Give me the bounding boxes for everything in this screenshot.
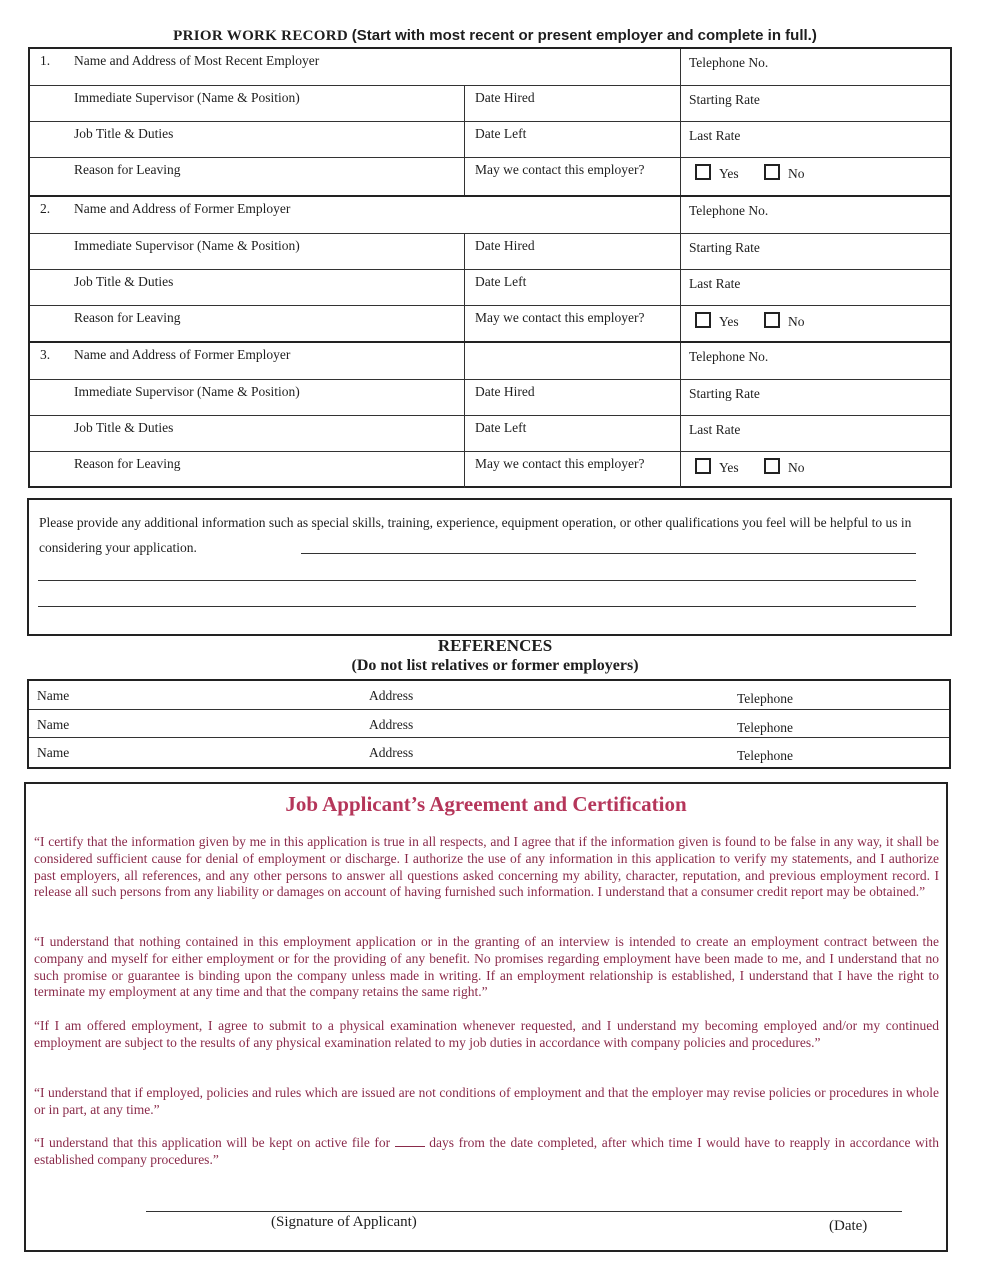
yes-label: Yes [719, 314, 739, 329]
employer-number: 3. [40, 347, 51, 362]
agreement-paragraph-4: “I understand that if employed, policies and rules which are issued are not conditions of employment and that the employer may revise policies or procedures in whole or in part, at any time.” [34, 1085, 939, 1117]
days-blank[interactable] [395, 1146, 425, 1147]
contact-options [680, 452, 950, 488]
yes-checkbox[interactable] [695, 458, 711, 474]
additional-info-box [27, 498, 952, 636]
telephone-field[interactable]: Telephone No. [680, 197, 950, 233]
answer-line-2[interactable] [38, 580, 916, 581]
references-table [27, 679, 951, 769]
agreement-title: Job Applicant’s Agreement and Certification [285, 792, 687, 816]
contact-options [680, 306, 950, 342]
supervisor-field[interactable]: Immediate Supervisor (Name & Position) [74, 90, 300, 105]
reference-address: Address [369, 717, 414, 732]
starting-rate-field[interactable]: Starting Rate [680, 86, 950, 122]
reason-field[interactable]: Reason for Leaving [74, 162, 181, 177]
job-title-field[interactable]: Job Title & Duties [74, 126, 174, 141]
employer-number: 2. [40, 201, 51, 216]
date-left-field[interactable]: Date Left [464, 122, 680, 158]
date-label: (Date) [829, 1218, 868, 1234]
agreement-paragraph-1: “I certify that the information given by me in this application is true in all respects, and I agree that if the information given is found to be false in any way, it shall be considered sufficient cause for denial of employment or discharge. I authorize the use of any information in this application to verify my statements, and I authorize past employers, all references, and any other persons to answer all questions asked concerning my ability, character, reputation, and previous employment record. I release all such persons from any liability or damages on account of having furnished such information. I understand that a consumer credit report may be obtained.” [34, 834, 939, 900]
yes-label: Yes [719, 166, 739, 181]
reference-name: Name [37, 717, 70, 732]
reference-telephone: Telephone [737, 691, 794, 706]
last-rate-field[interactable]: Last Rate [680, 416, 950, 452]
additional-info-text: Please provide any additional information such as special skills, training, experience, equipment operation, or other qualifications you feel will be helpful to us in considering your application. [39, 515, 912, 555]
contact-question: May we contact this employer? [464, 306, 680, 342]
no-checkbox[interactable] [764, 312, 780, 328]
blank-cell[interactable] [464, 343, 680, 379]
reference-telephone: Telephone [737, 720, 794, 735]
reference-address: Address [369, 688, 414, 703]
file-days-text-b: days from the date completed, after which time I would have to reapply in accordance with established company procedures.” [34, 1135, 939, 1167]
references-title: REFERENCES [437, 636, 553, 655]
title-sub: (Start with most recent or present employer and complete in full.) [351, 27, 817, 44]
no-checkbox[interactable] [764, 164, 780, 180]
telephone-field[interactable]: Telephone No. [680, 49, 950, 85]
yes-label: Yes [719, 460, 739, 475]
file-days-text-a: “I understand that this application will be kept on active file for [34, 1135, 391, 1150]
answer-line-1[interactable] [301, 553, 916, 554]
telephone-field[interactable]: Telephone No. [680, 343, 950, 379]
contact-options [680, 158, 950, 196]
signature-line[interactable] [146, 1211, 902, 1212]
agreement-paragraph-5 [34, 1135, 939, 1169]
reference-row[interactable] [29, 681, 949, 709]
agreement-box [24, 782, 948, 1252]
agreement-paragraph-3: “If I am offered employment, I agree to submit to a physical examination whenever requested, and I understand my becoming employed and/or my continued employment are subject to the results of any physical examination related to my job duties in accordance with company policies and procedures.” [34, 1018, 939, 1050]
reason-field[interactable]: Reason for Leaving [74, 310, 181, 325]
last-rate-field[interactable]: Last Rate [680, 122, 950, 158]
yes-checkbox[interactable] [695, 312, 711, 328]
supervisor-field[interactable]: Immediate Supervisor (Name & Position) [74, 384, 300, 399]
date-left-field[interactable]: Date Left [464, 416, 680, 452]
last-rate-field[interactable]: Last Rate [680, 270, 950, 306]
employer-block-1 [30, 49, 950, 195]
no-label: No [788, 314, 805, 329]
employer-block-3 [30, 341, 950, 486]
supervisor-field[interactable]: Immediate Supervisor (Name & Position) [74, 238, 300, 253]
date-hired-field[interactable]: Date Hired [464, 86, 680, 122]
no-label: No [788, 460, 805, 475]
section-title [0, 27, 990, 45]
reason-field[interactable]: Reason for Leaving [74, 456, 181, 471]
starting-rate-field[interactable]: Starting Rate [680, 380, 950, 416]
reference-name: Name [37, 745, 70, 760]
reference-row[interactable] [29, 709, 949, 738]
date-left-field[interactable]: Date Left [464, 270, 680, 306]
reference-name: Name [37, 688, 70, 703]
date-hired-field[interactable]: Date Hired [464, 380, 680, 416]
starting-rate-field[interactable]: Starting Rate [680, 234, 950, 270]
employer-name-field[interactable]: Name and Address of Most Recent Employer [74, 53, 320, 68]
no-checkbox[interactable] [764, 458, 780, 474]
yes-checkbox[interactable] [695, 164, 711, 180]
no-label: No [788, 166, 805, 181]
employer-block-2 [30, 195, 950, 341]
employer-name-field[interactable]: Name and Address of Former Employer [74, 347, 291, 362]
job-title-field[interactable]: Job Title & Duties [74, 274, 174, 289]
agreement-paragraph-2: “I understand that nothing contained in this employment application or in the granting of an interview is intended to create an employment contract between the company and myself for either employment or for the providing of any benefit. No promises regarding employment have been made to me, and I understand that no such promise or guarantee is binding upon the company unless made in writing. If an employment relationship is established, I understand that I have the right to terminate my employment at any time and that the company retains the same right.” [34, 934, 939, 1000]
answer-line-3[interactable] [38, 606, 916, 607]
date-hired-field[interactable]: Date Hired [464, 234, 680, 270]
job-title-field[interactable]: Job Title & Duties [74, 420, 174, 435]
references-subtitle: (Do not list relatives or former employers) [351, 657, 639, 674]
reference-telephone: Telephone [737, 748, 794, 763]
reference-address: Address [369, 745, 414, 760]
title-main: PRIOR WORK RECORD [173, 28, 348, 44]
work-record-table [28, 47, 952, 488]
signature-label: (Signature of Applicant) [271, 1214, 417, 1230]
contact-question: May we contact this employer? [464, 158, 680, 196]
employer-name-field[interactable]: Name and Address of Former Employer [74, 201, 291, 216]
employer-number: 1. [40, 53, 51, 68]
contact-question: May we contact this employer? [464, 452, 680, 488]
reference-row[interactable] [29, 737, 949, 766]
